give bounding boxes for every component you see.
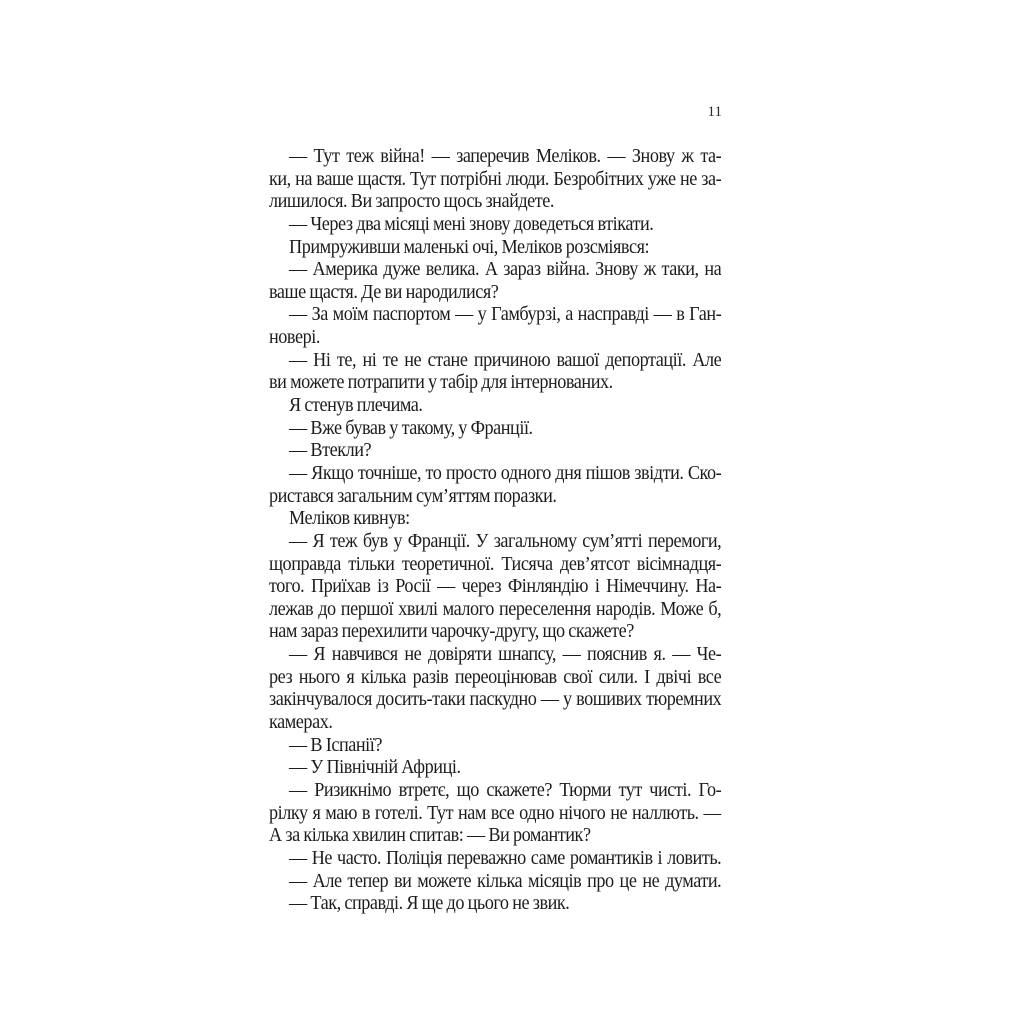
text-line: — Через два місяці мені знову доведеться втікати. bbox=[289, 212, 654, 235]
body-text bbox=[269, 145, 722, 915]
text-line: — Якщо точніше, то просто одного дня пішов звідти. Ско- bbox=[289, 461, 722, 484]
text-line: лежав до першої хвилі малого переселення народів. Може б, bbox=[269, 597, 722, 620]
text-line: закінчувалося досить-таки паскудно — у вошивих тюремних bbox=[269, 688, 722, 711]
text-line: ристався загальним сум’яттям поразки. bbox=[269, 484, 557, 507]
text-line: — Ризикнімо втретє, що скажете? Тюрми тут чисті. Го- bbox=[289, 778, 722, 801]
text-line: рілку я маю в готелі. Тут нам все одно нічого не наллють. — bbox=[269, 801, 722, 824]
text-line: новері. bbox=[269, 326, 320, 349]
text-line: того. Приїхав із Росії — через Фінляндію і Німеччину. На- bbox=[269, 575, 722, 598]
text-line: ки, на ваше щастя. Тут потрібні люди. Безробітних уже не за- bbox=[269, 167, 722, 190]
text-line: — Я теж був у Франції. У загальному сум’ятті перемоги, bbox=[289, 529, 722, 552]
text-line: — Але тепер ви можете кілька місяців про це не думати. bbox=[289, 869, 722, 892]
text-line: — Так, справді. Я ще до цього не звик. bbox=[289, 892, 570, 915]
text-line: Примруживши маленькі очі, Меліков розсміявся: bbox=[289, 235, 650, 258]
text-line: — Америка дуже велика. А зараз війна. Знову ж таки, на bbox=[289, 258, 722, 281]
text-line: — Я навчився не довіряти шнапсу, — пояснив я. — Че- bbox=[289, 643, 722, 666]
text-line: — Не часто. Поліція переважно саме романтиків і ловить. bbox=[289, 846, 722, 869]
text-line: ви можете потрапити у табір для інтернованих. bbox=[269, 371, 613, 394]
page-number: 11 bbox=[707, 104, 722, 120]
text-line: Я стенув плечима. bbox=[289, 394, 423, 417]
text-line: — Вже бував у такому, у Франції. bbox=[289, 416, 533, 439]
text-line: щоправда тільки теоретичної. Тисяча дев’ятсот вісімнадця- bbox=[269, 552, 722, 575]
text-lines bbox=[269, 145, 721, 915]
text-line: — В Іспанії? bbox=[289, 733, 382, 756]
text-line: лишилося. Ви запросто щось знайдете. bbox=[269, 190, 555, 213]
text-line: — Ні те, ні те не стане причиною вашої депортації. Але bbox=[289, 348, 722, 371]
text-line: — У Північній Африці. bbox=[289, 756, 461, 779]
text-line: камерах. bbox=[269, 711, 333, 734]
text-line: — Тут теж війна! — заперечив Меліков. — Знову ж та- bbox=[289, 145, 722, 167]
text-line: ваше щастя. Де ви народилися? bbox=[269, 280, 499, 303]
text-line: рез нього я кілька разів переоцінював свої сили. І двічі все bbox=[269, 665, 722, 688]
text-line: нам зараз перехилити чарочку-другу, що скажете? bbox=[269, 620, 634, 643]
text-line: — Втекли? bbox=[289, 439, 372, 462]
text-line: — За моїм паспортом — у Гамбурзі, а насправді — в Ган- bbox=[289, 303, 722, 326]
text-line: Меліков кивнув: bbox=[289, 507, 410, 530]
text-line: А за кілька хвилин спитав: — Ви романтик? bbox=[269, 824, 591, 847]
